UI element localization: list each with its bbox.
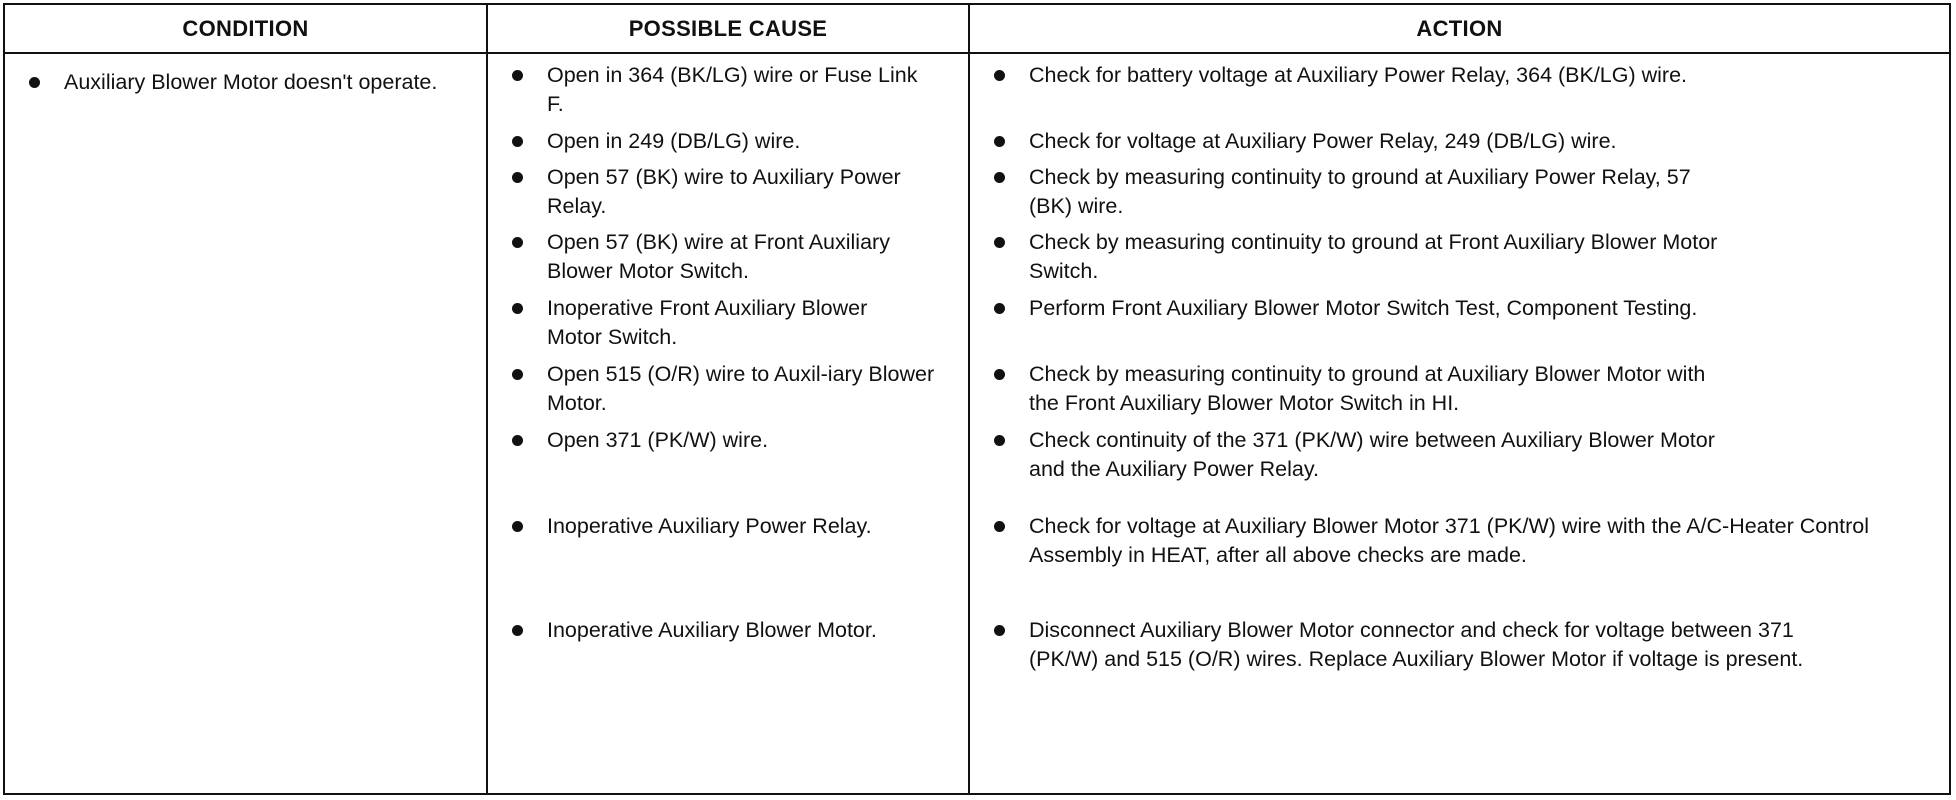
bullet-icon (994, 70, 1005, 81)
bullet-icon (994, 172, 1005, 183)
diagnosis-grid (5, 5, 1949, 793)
action-text: Check for battery voltage at Auxiliary Power Relay, 364 (BK/LG) wire. (1029, 63, 1688, 87)
bullet-icon (512, 136, 523, 147)
cause-cell (488, 616, 968, 645)
action-text: Check for voltage at Auxiliary Blower Motor 371 (PK/W) wire with the A/C-Heater Control Assembly in HEAT, after all above checks are made. (1029, 514, 1870, 567)
cause-text: Inoperative Front Auxiliary Blower Motor Switch. (547, 296, 868, 349)
bullet-icon (512, 70, 523, 81)
bullet-icon (512, 172, 523, 183)
cause-cell (488, 61, 968, 119)
condition-cell (5, 68, 486, 97)
action-body (970, 54, 1949, 793)
cause-cell (488, 294, 968, 352)
action-text: Check for voltage at Auxiliary Power Relay, 249 (DB/LG) wire. (1029, 129, 1617, 153)
cause-column (486, 5, 968, 793)
action-cell (970, 127, 1949, 156)
action-cell (970, 61, 1949, 90)
bullet-icon (512, 625, 523, 636)
action-cell (970, 163, 1949, 221)
bullet-icon (994, 521, 1005, 532)
diagnosis-table (3, 3, 1951, 795)
bullet-icon (994, 369, 1005, 380)
condition-text: Auxiliary Blower Motor doesn't operate. (64, 70, 438, 94)
cause-cell (488, 127, 968, 156)
bullet-icon (994, 303, 1005, 314)
action-text: Disconnect Auxiliary Blower Motor connector and check for voltage between 371 (PK/W) and 515 (O/R) wires. Replace Auxiliary Blower Motor if voltage is present. (1029, 618, 1804, 671)
action-cell (970, 228, 1949, 286)
cause-text: Open 57 (BK) wire at Front Auxiliary Blower Motor Switch. (547, 230, 890, 283)
condition-header: CONDITION (5, 5, 486, 54)
action-cell (970, 512, 1949, 570)
cause-text: Inoperative Auxiliary Power Relay. (547, 514, 872, 538)
bullet-icon (994, 237, 1005, 248)
action-text: Check by measuring continuity to ground at Auxiliary Blower Motor with the Front Auxiliary Blower Motor Switch in HI. (1029, 362, 1706, 415)
condition-column (5, 5, 486, 793)
bullet-icon (994, 435, 1005, 446)
cause-body (488, 54, 968, 793)
bullet-icon (512, 237, 523, 248)
action-text: Check by measuring continuity to ground at Auxiliary Power Relay, 57 (BK) wire. (1029, 165, 1691, 218)
action-text: Check continuity of the 371 (PK/W) wire between Auxiliary Blower Motor and the Auxiliary Power Relay. (1029, 428, 1715, 481)
action-header: ACTION (970, 5, 1949, 54)
bullet-icon (994, 136, 1005, 147)
action-column (968, 5, 1949, 793)
action-cell (970, 426, 1949, 484)
bullet-icon (29, 77, 40, 88)
cause-text: Open 57 (BK) wire to Auxiliary Power Relay. (547, 165, 901, 218)
condition-body (5, 54, 486, 793)
action-cell (970, 616, 1949, 674)
cause-text: Open in 364 (BK/LG) wire or Fuse Link F. (547, 63, 918, 116)
bullet-icon (512, 369, 523, 380)
cause-cell (488, 228, 968, 286)
action-text: Check by measuring continuity to ground at Front Auxiliary Blower Motor Switch. (1029, 230, 1718, 283)
action-cell (970, 294, 1949, 323)
action-text: Perform Front Auxiliary Blower Motor Switch Test, Component Testing. (1029, 296, 1698, 320)
cause-cell (488, 163, 968, 221)
action-cell (970, 360, 1949, 418)
bullet-icon (512, 303, 523, 314)
cause-text: Inoperative Auxiliary Blower Motor. (547, 618, 877, 642)
cause-cell (488, 360, 968, 418)
cause-text: Open 371 (PK/W) wire. (547, 428, 769, 452)
cause-cell (488, 512, 968, 541)
bullet-icon (512, 435, 523, 446)
cause-header: POSSIBLE CAUSE (488, 5, 968, 54)
bullet-icon (512, 521, 523, 532)
cause-text: Open 515 (O/R) wire to Auxil-iary Blower Motor. (547, 362, 935, 415)
cause-cell (488, 426, 968, 455)
cause-text: Open in 249 (DB/LG) wire. (547, 129, 801, 153)
bullet-icon (994, 625, 1005, 636)
